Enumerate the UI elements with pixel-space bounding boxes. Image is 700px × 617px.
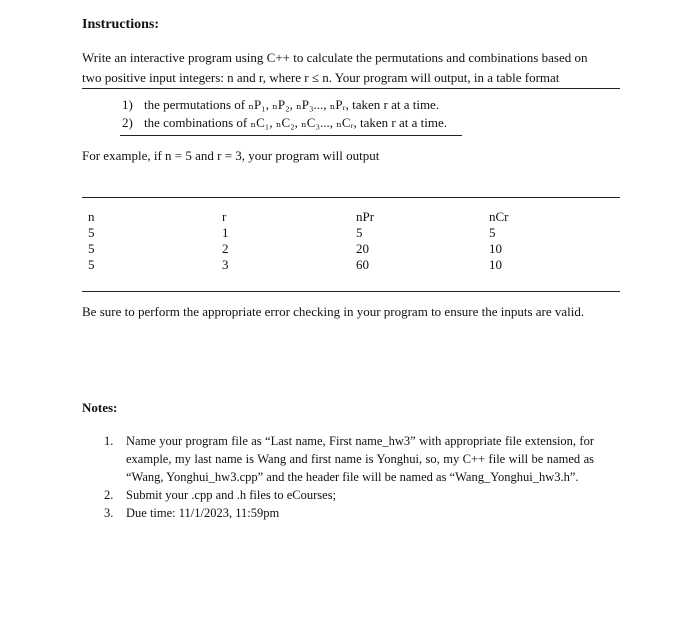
note-number: 1. <box>104 434 114 448</box>
table-top-rule <box>82 197 620 198</box>
table-cell: 5 <box>489 225 496 240</box>
note-text: Due time: 11/1/2023, 11:59pm <box>126 506 280 520</box>
notes-list <box>104 432 594 522</box>
table-cell: 5 <box>88 225 95 240</box>
table-cell: 10 <box>489 241 502 256</box>
table-cell: 20 <box>356 241 369 256</box>
note-number: 2. <box>104 488 114 502</box>
table-cell: 5 <box>88 257 95 272</box>
note-number: 3. <box>104 506 114 520</box>
note-text: Submit your .cpp and .h files to eCourses; <box>126 488 337 502</box>
table-cell: 60 <box>356 257 369 272</box>
instructions-heading: Instructions: <box>82 17 160 32</box>
table-header: nPr <box>356 209 375 224</box>
table-header: r <box>222 209 227 224</box>
task-text: the combinations of ₙC₁, ₙC₂, ₙC₃..., ₙCᵣ, taken r at a time. <box>144 115 448 130</box>
task-number: 1) <box>122 97 133 112</box>
table-cell: 3 <box>222 257 229 272</box>
note-item <box>104 486 594 504</box>
intro-line-1: Write an interactive program using C++ to calculate the permutations and combinations based on <box>82 50 588 65</box>
column-ncr <box>489 209 509 273</box>
column-n <box>88 209 95 273</box>
table-bottom-rule <box>82 291 620 292</box>
divider <box>82 88 620 89</box>
example-text: For example, if n = 5 and r = 3, your program will output <box>82 148 380 163</box>
error-check-reminder: Be sure to perform the appropriate error checking in your program to ensure the inputs are valid. <box>82 304 585 319</box>
task-item <box>122 96 447 114</box>
task-list <box>122 96 447 132</box>
note-item <box>104 432 594 486</box>
table-cell: 5 <box>356 225 363 240</box>
column-npr <box>356 209 374 273</box>
table-cell: 5 <box>88 241 95 256</box>
column-r <box>222 209 229 273</box>
divider <box>120 135 462 136</box>
intro-line-2: two positive input integers: n and r, where r ≤ n. Your program will output, in a table format <box>82 70 560 85</box>
table-cell: 2 <box>222 241 229 256</box>
intro-paragraph <box>82 48 622 88</box>
table-header: n <box>88 209 95 224</box>
table-cell: 1 <box>222 225 229 240</box>
table-header: nCr <box>489 209 509 224</box>
note-item <box>104 504 594 522</box>
task-text: the permutations of ₙP₁, ₙP₂, ₙP₃..., ₙPᵣ, taken r at a time. <box>144 97 440 112</box>
notes-heading: Notes: <box>82 400 118 415</box>
table-cell: 10 <box>489 257 502 272</box>
task-number: 2) <box>122 115 133 130</box>
task-item <box>122 114 447 132</box>
note-text: Name your program file as “Last name, First name_hw3” with appropriate file extension, for example, my last name is Wang and first name is Yonghui, so, my C++ file will be named as “Wang, Yonghui_hw3.cpp” and the header file will be named as “Wang_Yonghui_hw3.h”. <box>126 434 594 484</box>
